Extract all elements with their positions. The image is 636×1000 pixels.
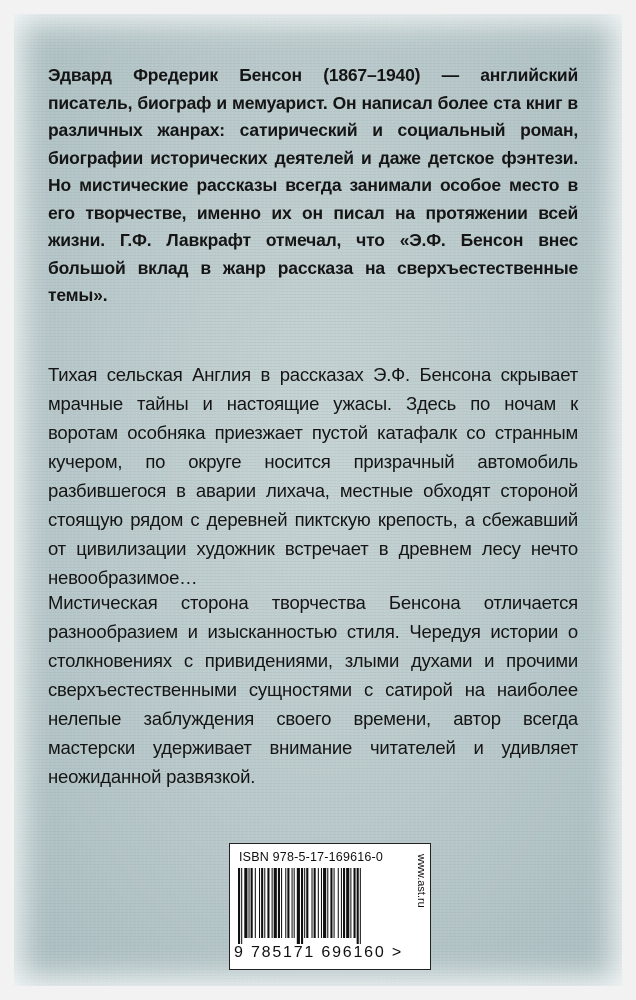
barcode-bar [292, 868, 293, 938]
barcode-bar [261, 868, 263, 938]
barcode-bar [278, 868, 280, 938]
barcode-bar [267, 868, 269, 938]
description-paragraph-2: Мистическая сторона творчества Бенсона отличается разнообразием и изысканностью стиля. Чередуя истории о столкновениях с привидениями, злыми духами и прочими сверхъестественными сущностями с сатирой на наиболее нелепые заблуждения своего времени, автор всегда мастерски удерживает внимание читателей и удивляет неожиданной развязкой. [48, 592, 578, 787]
barcode-bar [312, 868, 313, 938]
barcode-bar [249, 868, 250, 938]
barcode-bar [274, 868, 277, 938]
barcode-bar [341, 868, 342, 938]
barcode-bars [238, 868, 408, 944]
barcode-bar [334, 868, 335, 938]
author-bio: Эдвард Фредерик Бенсон (1867–1940) — английский писатель, биограф и мемуарист. Он написал более ста книг в различных жанрах: сатирический и социальный роман, биографии исторических деятелей и даже детское фэнтези. Но мистические рассказы всегда занимали особое место в его творчестве, именно их он писал на протяжении всей жизни. Г.Ф. Лавкрафт отмечал, что «Э.Ф. Бенсон внес большой вклад в жанр рассказа на сверхъестественные темы». [48, 65, 578, 305]
barcode-bar [272, 868, 273, 938]
barcode-bar [294, 868, 295, 938]
barcode-bar [304, 868, 305, 938]
barcode-bar [346, 868, 349, 938]
publisher-website: www.ast.ru [415, 854, 427, 908]
barcode-bar [259, 868, 260, 938]
barcode-panel [229, 843, 431, 970]
barcode-bar [350, 868, 351, 938]
barcode-bar [343, 868, 345, 938]
barcode-bar [241, 868, 242, 944]
barcode-bar [321, 868, 322, 938]
barcode-bar [354, 868, 356, 938]
barcode-bar [306, 868, 308, 938]
barcode-digits: 9 785171 696160 > [234, 944, 403, 961]
barcode-bar [318, 868, 319, 938]
barcode-bar [255, 868, 256, 938]
barcode-bar [323, 868, 326, 938]
barcode-bar [251, 868, 253, 938]
barcode-bar [281, 868, 282, 938]
barcode-bar [264, 868, 265, 938]
barcode-bar [357, 868, 359, 944]
barcode-bar [327, 868, 328, 938]
barcode-bar [330, 868, 332, 938]
barcode-bar [301, 868, 303, 944]
description-paragraph-1: Тихая сельская Англия в рассказах Э.Ф. Бенсона скрывает мрачные тайны и настоящие ужасы. Здесь по ночам к воротам особняка приезжает пустой катафалк со странным кучером, по округе носится призрачный автомобиль разбившегося в аварии лихача, местные обходят стороной стоящую рядом с деревней пиктскую крепость, а сбежавший от цивилизации художник встречает в древнем лесу нечто невообразимое… [48, 364, 578, 588]
barcode-bar [297, 868, 300, 944]
barcode-bar [338, 868, 339, 938]
barcode-bar [238, 868, 240, 944]
barcode-bar [244, 868, 247, 938]
barcode-bar [285, 868, 286, 938]
barcode-bar [314, 868, 316, 938]
barcode-bar [360, 868, 361, 944]
barcode-bar [287, 868, 289, 938]
isbn-label: ISBN 978-5-17-169616-0 [239, 850, 384, 864]
